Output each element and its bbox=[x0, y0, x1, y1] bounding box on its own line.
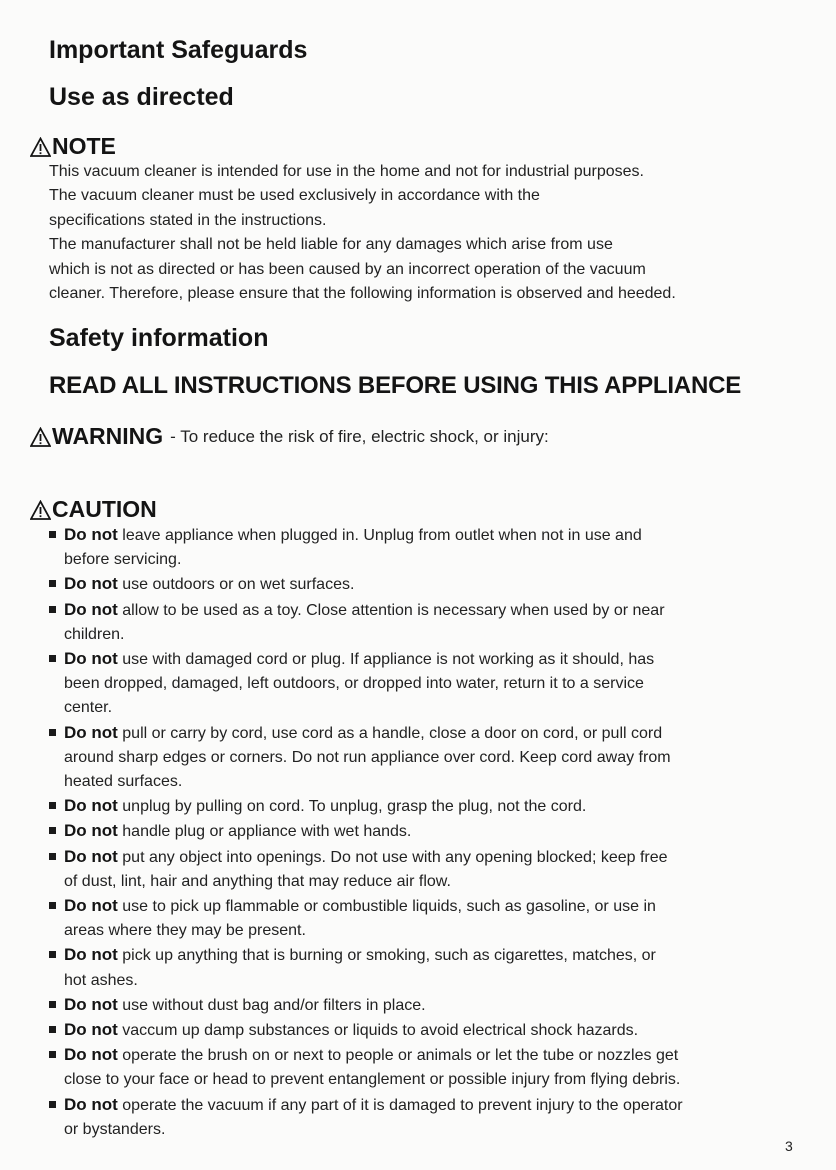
caution-heading bbox=[30, 496, 157, 523]
page-number: 3 bbox=[785, 1138, 793, 1154]
caution-item bbox=[49, 721, 789, 795]
caution-item-line: heated surfaces. bbox=[64, 773, 183, 791]
caution-item-line: use to pick up flammable or combustible liquids, such as gasoline, or use in bbox=[122, 898, 656, 916]
square-bullet-icon bbox=[49, 1051, 56, 1058]
caution-item-line: before servicing. bbox=[64, 551, 182, 569]
text-line: which is not as directed or has been caused by an incorrect operation of the vacuum bbox=[49, 260, 646, 278]
warning-triangle-icon bbox=[30, 500, 51, 520]
square-bullet-icon bbox=[49, 1026, 56, 1033]
text-line: This vacuum cleaner is intended for use in the home and not for industrial purposes. bbox=[49, 163, 644, 180]
caution-list bbox=[49, 523, 789, 1142]
caution-item-line: use without dust bag and/or filters in place. bbox=[122, 996, 426, 1014]
text-line: specifications stated in the instructions. bbox=[49, 211, 327, 229]
square-bullet-icon bbox=[49, 827, 56, 834]
heading-safety-information: Safety information bbox=[49, 324, 269, 352]
caution-item-line: pick up anything that is burning or smoking, such as cigarettes, matches, or bbox=[122, 947, 656, 965]
caution-item bbox=[49, 845, 789, 894]
do-not-prefix: Do not bbox=[64, 1020, 118, 1040]
text-line: cleaner. Therefore, please ensure that the following information is observed and heeded. bbox=[49, 285, 676, 303]
warning-line bbox=[30, 423, 549, 450]
note-label: NOTE bbox=[52, 133, 116, 159]
do-not-prefix: Do not bbox=[64, 525, 118, 544]
caution-label: CAUTION bbox=[52, 496, 157, 522]
do-not-prefix: Do not bbox=[64, 796, 118, 816]
caution-item-line: handle plug or appliance with wet hands. bbox=[122, 823, 412, 841]
square-bullet-icon bbox=[49, 853, 56, 860]
caution-item bbox=[49, 1093, 789, 1142]
caution-item-line: vaccum up damp substances or liquids to avoid electrical shock hazards. bbox=[122, 1022, 639, 1040]
warning-text: - To reduce the risk of fire, electric shock, or injury: bbox=[170, 426, 549, 446]
do-not-prefix: Do not bbox=[64, 1045, 118, 1065]
caution-item bbox=[49, 1018, 789, 1043]
do-not-prefix: Do not bbox=[64, 821, 118, 841]
caution-item-line: close to your face or head to prevent entanglement or possible injury from flying debris. bbox=[64, 1071, 681, 1089]
square-bullet-icon bbox=[49, 802, 56, 809]
heading-use-as-directed: Use as directed bbox=[49, 83, 234, 111]
square-bullet-icon bbox=[49, 580, 56, 587]
caution-item-line: operate the brush on or next to people or animals or let the tube or nozzles get bbox=[122, 1047, 679, 1065]
caution-item bbox=[49, 598, 789, 647]
do-not-prefix: Do not bbox=[64, 896, 118, 916]
do-not-prefix: Do not bbox=[64, 945, 118, 965]
do-not-prefix: Do not bbox=[64, 846, 118, 866]
caution-item-line: center. bbox=[64, 699, 113, 717]
square-bullet-icon bbox=[49, 902, 56, 909]
do-not-prefix: Do not bbox=[64, 1094, 118, 1114]
caution-item bbox=[49, 572, 789, 597]
caution-item-line: put any object into openings. Do not use with any opening blocked; keep free bbox=[122, 848, 668, 866]
caution-item-line: pull or carry by cord, use cord as a handle, close a door on cord, or pull cord bbox=[122, 724, 663, 742]
do-not-prefix: Do not bbox=[64, 722, 118, 742]
square-bullet-icon bbox=[49, 1001, 56, 1008]
square-bullet-icon bbox=[49, 655, 56, 662]
caution-item-line: or bystanders. bbox=[64, 1120, 166, 1138]
note-paragraph-1 bbox=[49, 160, 809, 233]
caution-item-line: of dust, lint, hair and anything that may reduce air flow. bbox=[64, 872, 451, 890]
caution-item bbox=[49, 1043, 789, 1092]
heading-read-all-instructions: READ ALL INSTRUCTIONS BEFORE USING THIS APPLIANCE bbox=[49, 372, 742, 399]
square-bullet-icon bbox=[49, 606, 56, 613]
square-bullet-icon bbox=[49, 1101, 56, 1108]
caution-item-line: leave appliance when plugged in. Unplug from outlet when not in use and bbox=[122, 527, 642, 544]
do-not-prefix: Do not bbox=[64, 599, 118, 619]
caution-item-line: unplug by pulling on cord. To unplug, grasp the plug, not the cord. bbox=[122, 798, 587, 816]
note-paragraph-2 bbox=[49, 233, 809, 306]
do-not-prefix: Do not bbox=[64, 649, 118, 669]
caution-item bbox=[49, 993, 789, 1018]
caution-item bbox=[49, 794, 789, 819]
caution-item bbox=[49, 894, 789, 943]
square-bullet-icon bbox=[49, 951, 56, 958]
note-body bbox=[49, 160, 809, 306]
text-line: The manufacturer shall not be held liable for any damages which arise from use bbox=[49, 236, 613, 254]
do-not-prefix: Do not bbox=[64, 994, 118, 1014]
warning-triangle-icon bbox=[30, 427, 51, 447]
caution-item-line: operate the vacuum if any part of it is damaged to prevent injury to the operator bbox=[122, 1096, 683, 1114]
caution-item-line: children. bbox=[64, 625, 125, 643]
square-bullet-icon bbox=[49, 729, 56, 736]
caution-item bbox=[49, 819, 789, 844]
caution-item-line: allow to be used as a toy. Close attention is necessary when used by or near bbox=[122, 601, 665, 619]
do-not-prefix: Do not bbox=[64, 574, 118, 594]
caution-item bbox=[49, 943, 789, 992]
caution-item-line: hot ashes. bbox=[64, 971, 138, 989]
caution-item-line: around sharp edges or corners. Do not run appliance over cord. Keep cord away from bbox=[64, 748, 671, 766]
caution-item-line: areas where they may be present. bbox=[64, 922, 306, 940]
caution-item-line: been dropped, damaged, left outdoors, or dropped into water, return it to a service bbox=[64, 675, 644, 693]
note-heading bbox=[30, 133, 116, 160]
square-bullet-icon bbox=[49, 531, 56, 538]
caution-item bbox=[49, 523, 789, 572]
text-line: The vacuum cleaner must be used exclusively in accordance with the bbox=[49, 187, 540, 205]
warning-label: WARNING bbox=[52, 423, 164, 449]
heading-important-safeguards: Important Safeguards bbox=[49, 36, 308, 64]
caution-item-line: use with damaged cord or plug. If appliance is not working as it should, has bbox=[122, 651, 655, 669]
warning-triangle-icon bbox=[30, 137, 51, 157]
caution-item bbox=[49, 647, 789, 721]
caution-item-line: use outdoors or on wet surfaces. bbox=[122, 576, 355, 594]
